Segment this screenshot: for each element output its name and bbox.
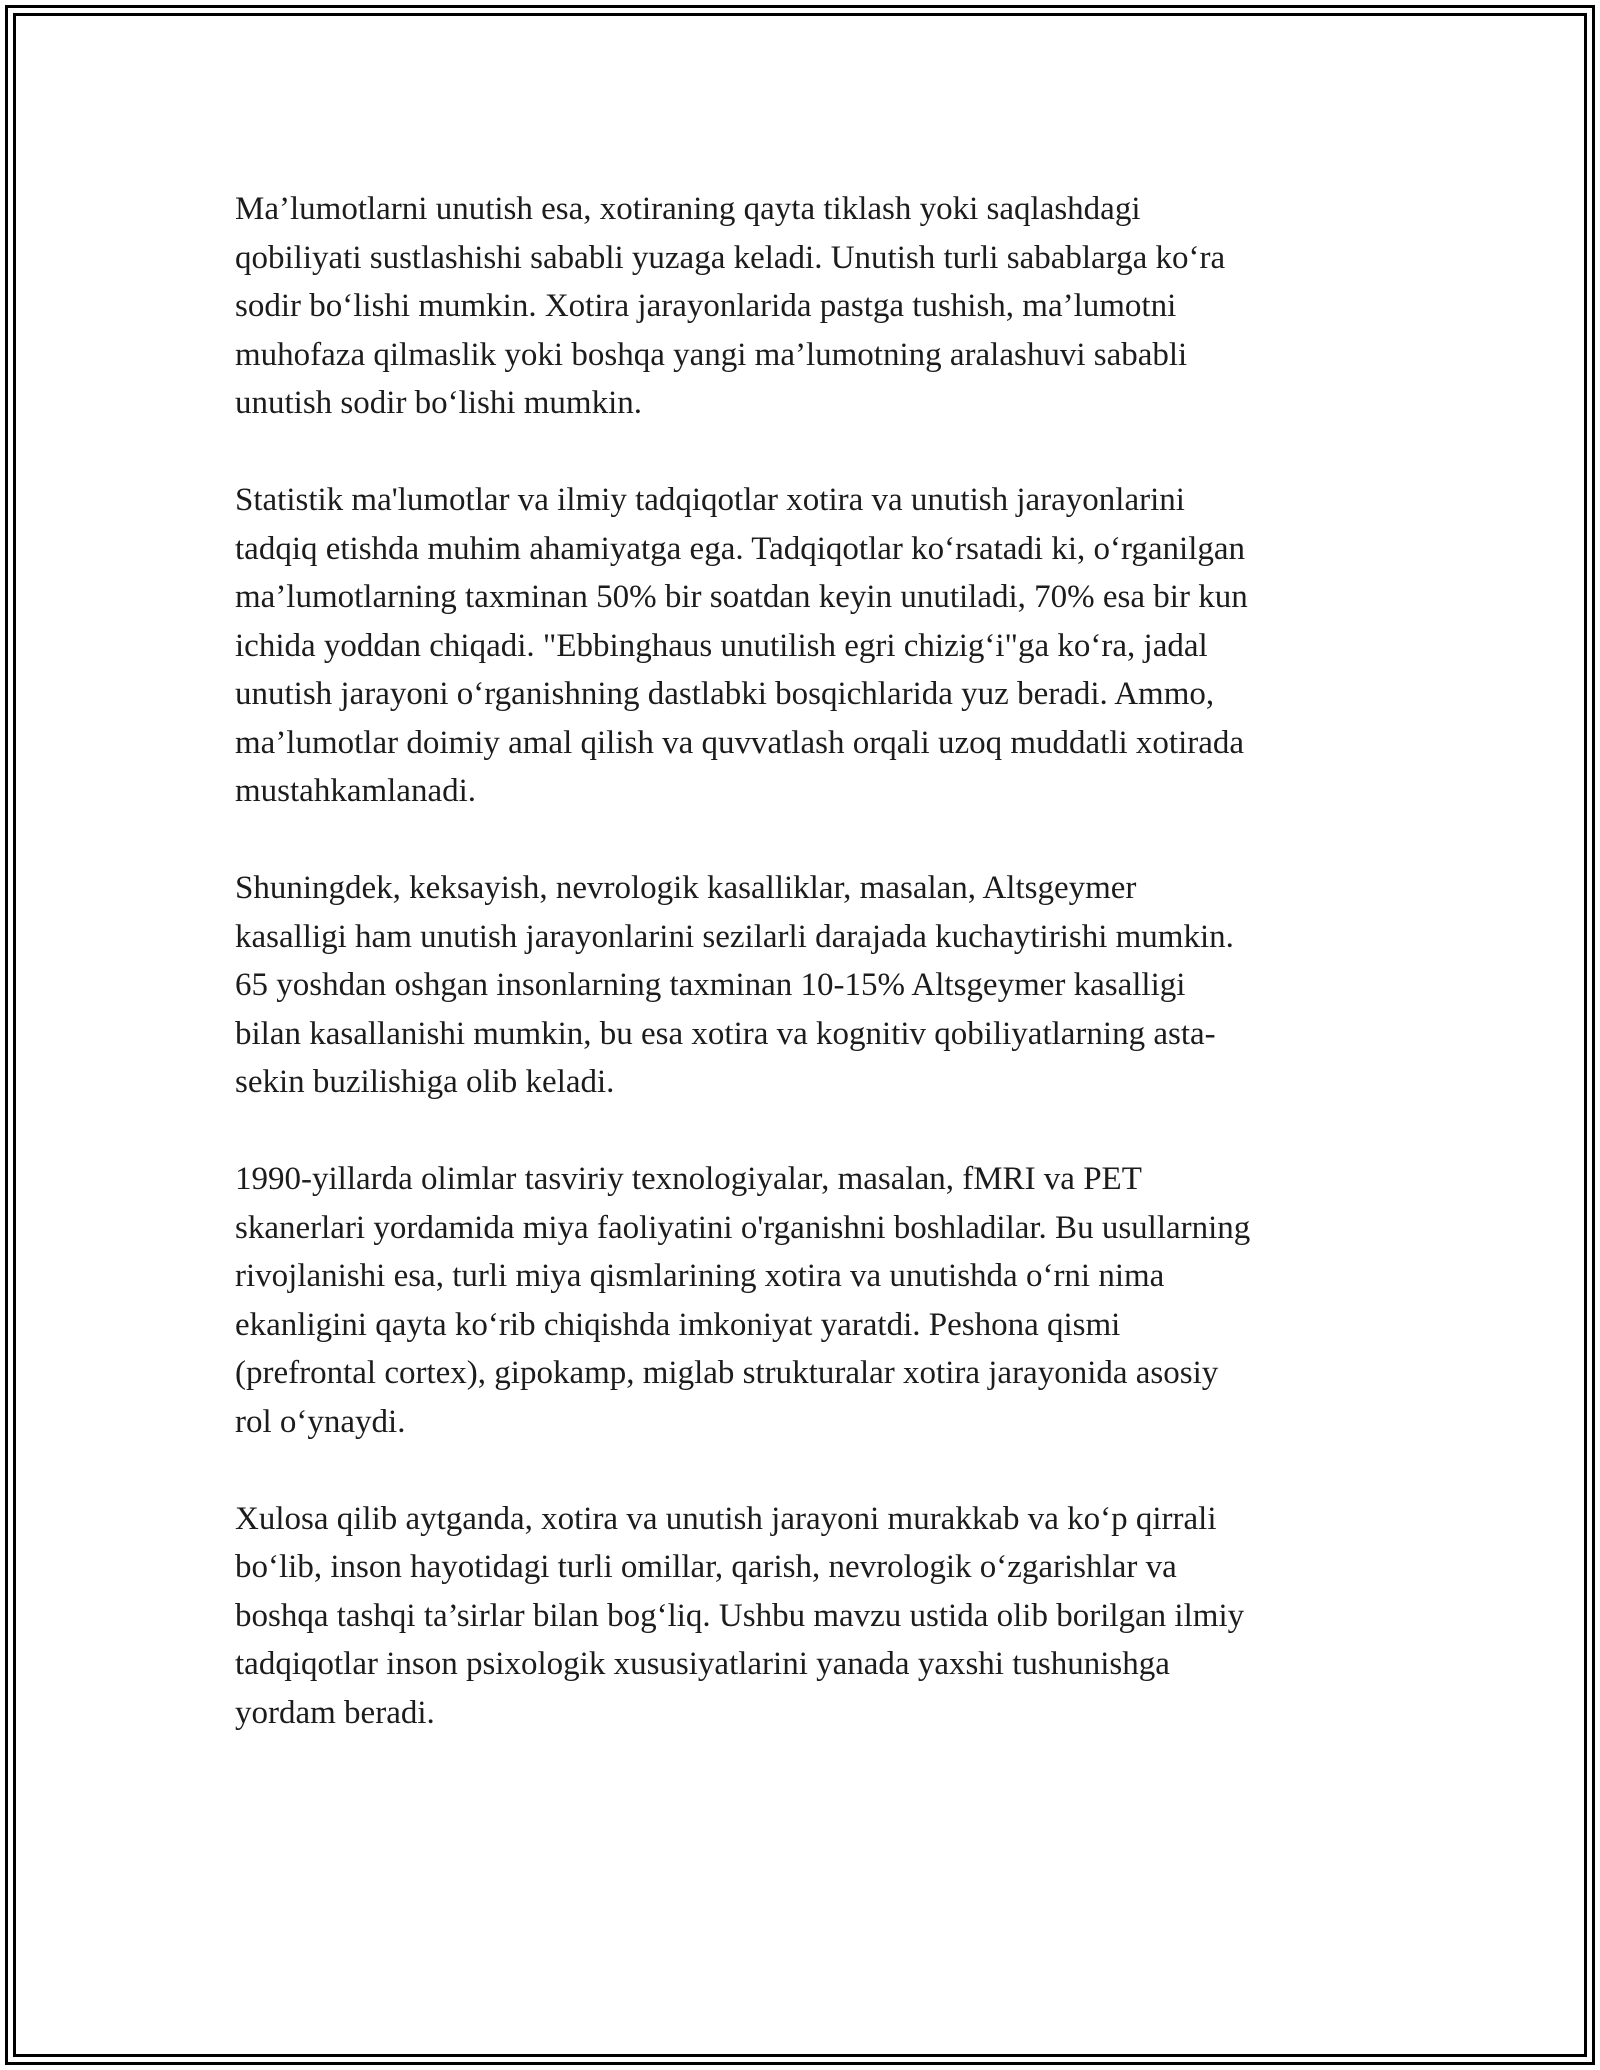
- document-body: [235, 185, 1385, 1786]
- paragraph-forgetting-causes: Ma’lumotlarni unutish esa, xotiraning qayta tiklash yoki saqlashdagi qobiliyati sustlashishi sababli yuzaga keladi. Unutish turli sabablarga ko‘ra sodir bo‘lishi mumkin. Xotira jarayonlarida pastga tushish, ma’lumotni muhofaza qilmaslik yoki boshqa yangi ma’lumotning aralashuvi sababli unutish sodir bo‘lishi mumkin.: [235, 191, 1226, 421]
- paragraph-aging-diseases: Shuningdek, keksayish, nevrologik kasalliklar, masalan, Altsgeymer kasalligi ham unutish jarayonlarini sezilarli darajada kuchaytirishi mumkin. 65 yoshdan oshgan insonlarning taxminan 10-15% Altsgeymer kasalligi bilan kasallanishi mumkin, bu esa xotira va kognitiv qobiliyatlarning asta- sekin buzilishiga olib keladi.: [235, 870, 1234, 1100]
- paragraph-statistics: Statistik ma'lumotlar va ilmiy tadqiqotlar xotira va unutish jarayonlarini tadqiq etishda muhim ahamiyatga ega. Tadqiqotlar ko‘rsatadi ki, o‘rganilgan ma’lumotlarning taxminan 50% bir soatdan keyin unutiladi, 70% esa bir kun ichida yoddan chiqadi. "Ebbinghaus unutilish egri chizig‘i"ga ko‘ra, jadal unutish jarayoni o‘rganishning dastlabki bosqichlarida yuz beradi. Ammo, ma’lumotlar doimiy amal qilish va quvvatlash orqali uzoq muddatli xotirada mustahkamlanadi.: [235, 482, 1248, 809]
- paragraph-conclusion: Xulosa qilib aytganda, xotira va unutish jarayoni murakkab va ko‘p qirrali bo‘lib, inson hayotidagi turli omillar, qarish, nevrologik o‘zgarishlar va boshqa tashqi ta’sirlar bilan bog‘liq. Ushbu mavzu ustida olib borilgan ilmiy tadqiqotlar inson psixologik xususiyatlarini yanada yaxshi tushunishga yordam beradi.: [235, 1500, 1245, 1731]
- paragraph-neuroimaging: 1990-yillarda olimlar tasviriy texnologiyalar, masalan, fMRI va PET skanerlari yordamida miya faoliyatini o'rganishni boshladilar. Bu usullarning rivojlanishi esa, turli miya qismlarining xotira va unutishda o‘rni nima ekanligini qayta ko‘rib chiqishda imkoniyat yaratdi. Peshona qismi (prefrontal cortex), gipokamp, miglab strukturalar xotira jarayonida asosiy rol o‘ynaydi.: [235, 1161, 1251, 1440]
